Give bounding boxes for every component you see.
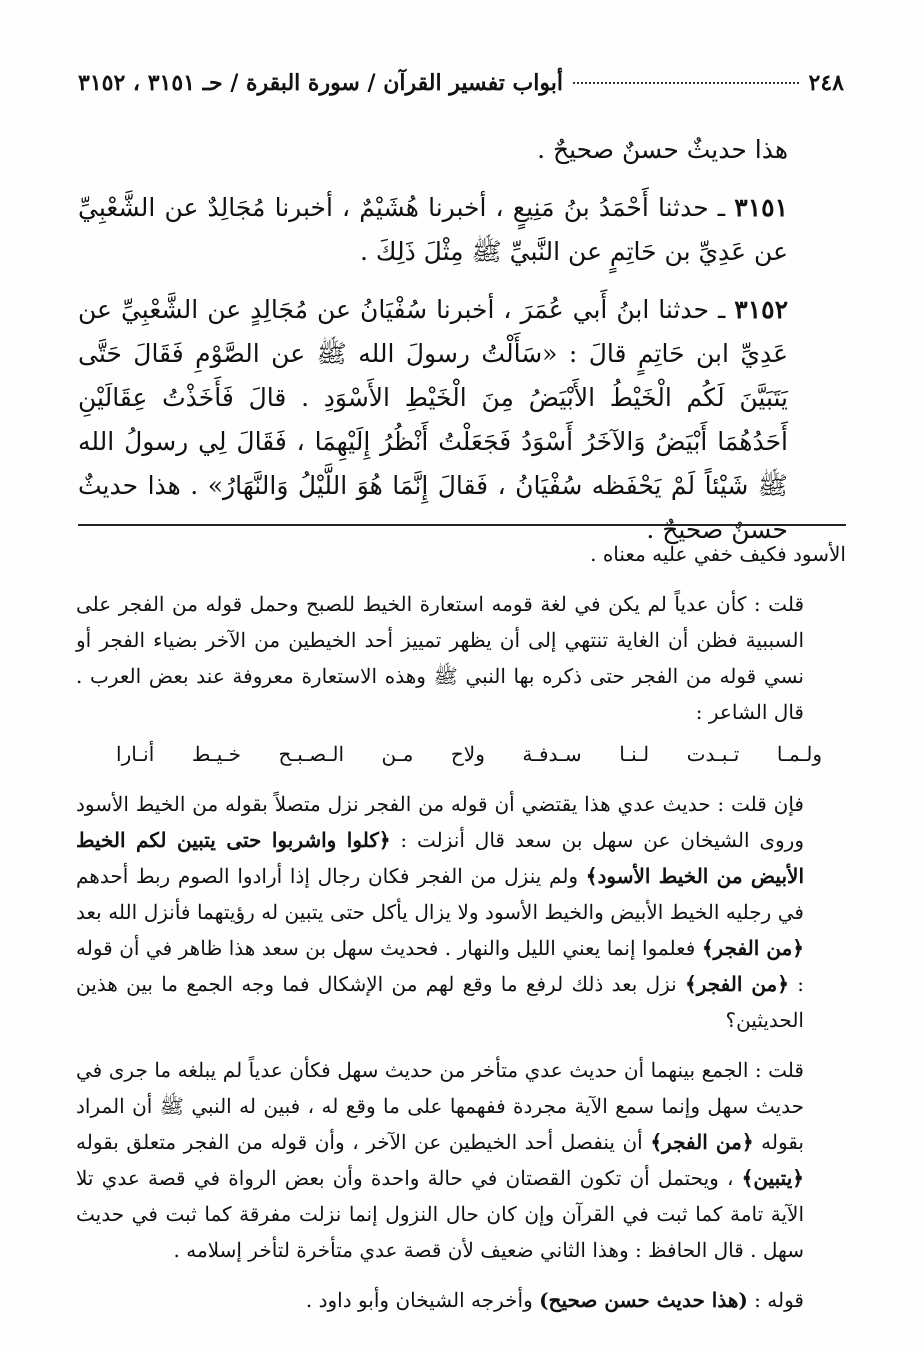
hadith-body: ـ حدثنا أَحْمَدُ بنُ مَنِيعٍ ، أخبرنا هُشَيْمٌ ، أخبرنا مُجَالِدٌ عن الشَّعْبِيِّ عن عَدِيِّ بن حَاتِمٍ عن النَّبيِّ ﷺ مِثْلَ ذَلِكَ . [78, 193, 788, 266]
quoted-grading: (هذا حديث حسن صحيح) [539, 1288, 748, 1312]
text-run: فعلموا إنما يعني الليل والنهار . فحديث سهل بن سعد هذا ظاهر في أن قوله : [76, 936, 804, 996]
verse-word: أنـارا [116, 742, 155, 766]
quran-quote: ﴿من الفجر﴾ [650, 1130, 754, 1154]
quran-quote: ﴿يتبين﴾ [741, 1166, 804, 1190]
running-title: أبواب تفسير القرآن / سورة البقرة / حـ ٣١٥١ ، ٣١٥٢ [78, 70, 563, 96]
commentary [76, 536, 846, 1332]
verse-word: ولاح [450, 742, 485, 766]
page-number: ٢٤٨ [808, 70, 844, 96]
commentary-paragraph [76, 1052, 846, 1268]
verse-word: لـنـا [619, 742, 650, 766]
verse-word: مـن [381, 742, 414, 766]
hadith-number: ٣١٥١ [734, 193, 789, 222]
quran-quote: ﴿من الفجر﴾ [685, 972, 789, 996]
footnote-divider [78, 524, 846, 526]
commentary-paragraph: قلت : كأن عدياً لم يكن في لغة قومه استعارة الخيط للصبح وحمل قوله من الفجر على السببية فظن أن الغاية تنتهي إلى أن يظهر تمييز أحد الخيطين من الآخر بضياء الفجر أو نسي قوله من الفجر حتى ذكره بها النبي ﷺ وهذه الاستعارة معروفة عند بعض العرب . قال الشاعر : [76, 592, 804, 724]
commentary-paragraph [76, 1282, 846, 1318]
quran-quote: ﴿من الفجر﴾ [701, 936, 804, 960]
text-run: فإن قلت : حديث عدي هذا يقتضي أن قوله من الفجر نزل متصلاً بقوله من الخيط الأسود وروى الشيخان عن سهل بن سعد قال أنزلت : [76, 792, 804, 852]
hadith-body: ـ حدثنا ابنُ أَبي عُمَرَ ، أخبرنا سُفْيَانُ عن مُجَالِدٍ عن الشَّعْبِيِّ عن عَدِيِّ ابن حَاتِمٍ قالَ : «سَأَلْتُ رسولَ الله ﷺ عن الصَّوْمِ فَقَالَ حَتَّى يَتَبَيَّنَ لَكُم الْخَيْطُ الأَبْيَضُ مِنَ الْخَيْطِ الأَسْوَدِ . قالَ فَأَخَذْتُ عِقَالَيْنِ أَحَدُهُمَا أَبْيَضُ وَالآخَرُ أَسْوَدُ فَجَعَلْتُ أَنْظُرُ إِلَيْهِمَا ، فَقَالَ لِي رسولُ الله ﷺ شَيْئاً لَمْ يَحْفَظه سُفْيَانُ ، فَقالَ إِنَّمَا هُوَ اللَّيْلُ وَالنَّهَارُ» . هذا حديثٌ حسنٌ صحيحٌ . [78, 295, 788, 544]
verse-word: ولـمـا [776, 742, 822, 766]
text-run: ، ويحتمل أن تكون القصتان في حالة واحدة وأن بعض الرواة في قصة عدي تلا الآية تامة كما ثبت في القرآن وإن كان حال النزول إنما نزلت مفرقة كما ثبت في حديث سهل . قال الحافظ : وهذا الثاني ضعيف لأن قصة عدي متأخرة لتأخر إسلامه . [76, 1166, 804, 1262]
hadith-3151 [78, 186, 846, 274]
page-header [78, 70, 844, 96]
text-run: وأخرجه الشيخان وأبو داود . [305, 1288, 540, 1312]
hadith-3152 [78, 288, 846, 552]
poetry-verse [76, 736, 846, 772]
text-run: قوله : [747, 1288, 804, 1312]
commentary-paragraph [76, 786, 846, 1038]
grading-line: هذا حديثٌ حسنٌ صحيحٌ . [537, 135, 788, 164]
verse-word: الـصـبـح [278, 742, 345, 766]
dotted-leader [573, 82, 799, 84]
commentary-paragraph: الأسود فكيف خفي عليه معناه . [590, 542, 846, 566]
hadith-number: ٣١٥٢ [734, 295, 788, 324]
verse-word: تـبـدت [686, 742, 740, 766]
text-run: ولم ينزل من الفجر فكان رجال إذا أرادوا الصوم ربط أحدهم في رجليه الخيط الأبيض والخيط الأسود ولا يزال يأكل حتى يتبين له رؤيتهما فأنزل الله بعد [76, 864, 804, 924]
verse-word: سـدفـة [522, 742, 582, 766]
text-run: قلت : الجمع بينهما أن حديث عدي متأخر من حديث سهل فكأن عدياً لم يبلغه ما جرى في حديث سهل وإنما سمع الآية مجردة ففهمها على ما وقع له ، فبين له النبي ﷺ أن المراد بقوله [76, 1058, 804, 1154]
text-run: أن ينفصل أحد الخيطين عن الآخر ، وأن قوله من الفجر متعلق بقوله [76, 1130, 651, 1154]
text-run: نزل بعد ذلك لرفع ما وقع لهم من الإشكال فما وجه الجمع ما بين هذين الحديثين؟ [76, 972, 804, 1032]
quran-quote: ﴿كلوا واشربوا حتى يتبين لكم الخيط الأبيض من الخيط الأسود﴾ [76, 828, 804, 888]
verse-word: خـيـط [191, 742, 241, 766]
hadith-text [78, 128, 846, 566]
